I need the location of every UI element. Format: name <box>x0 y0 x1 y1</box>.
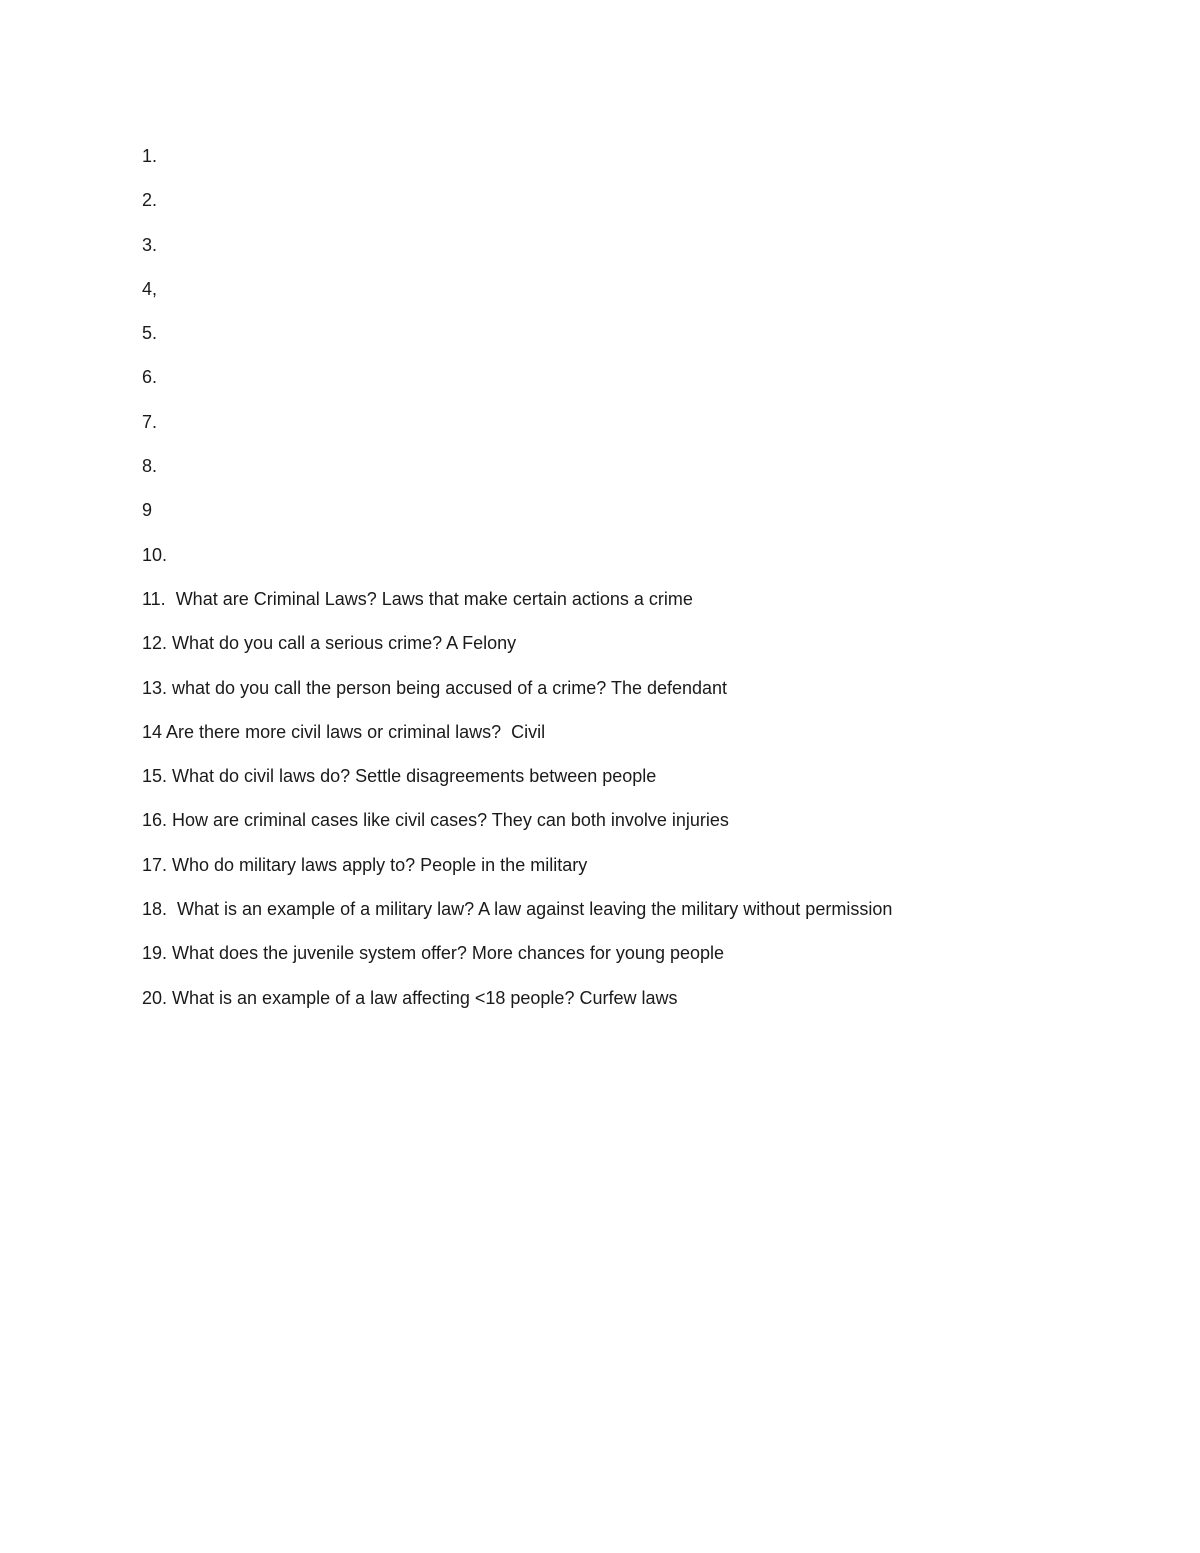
question-line: 16. How are criminal cases like civil cases? They can both involve injuries <box>142 810 729 831</box>
question-line: 9 <box>142 500 153 521</box>
question-line: 17. Who do military laws apply to? People in the military <box>142 854 588 875</box>
question-line: 13. what do you call the person being accused of a crime? The defendant <box>142 677 728 698</box>
question-line: 1. <box>142 146 158 166</box>
question-line: 3. <box>142 234 158 255</box>
question-line: 18. What is an example of a military law? A law against leaving the military without permission <box>142 899 893 920</box>
question-line: 6. <box>142 367 158 388</box>
question-line: 15. What do civil laws do? Settle disagreements between people <box>142 766 657 787</box>
question-line: 19. What does the juvenile system offer? More chances for young people <box>142 943 725 964</box>
question-line: 12. What do you call a serious crime? A Felony <box>142 633 517 654</box>
question-line: 8. <box>142 456 158 477</box>
question-list <box>142 143 892 1029</box>
question-line: 20. What is an example of a law affecting <18 people? Curfew laws <box>142 987 678 1008</box>
question-line: 2. <box>142 190 158 211</box>
question-line: 4, <box>142 278 158 299</box>
question-line: 14 Are there more civil laws or criminal laws? Civil <box>142 721 546 742</box>
question-line: 11. What are Criminal Laws? Laws that make certain actions a crime <box>142 588 693 609</box>
question-line: 10. <box>142 544 168 565</box>
question-line: 5. <box>142 323 158 344</box>
question-line: 7. <box>142 411 158 432</box>
